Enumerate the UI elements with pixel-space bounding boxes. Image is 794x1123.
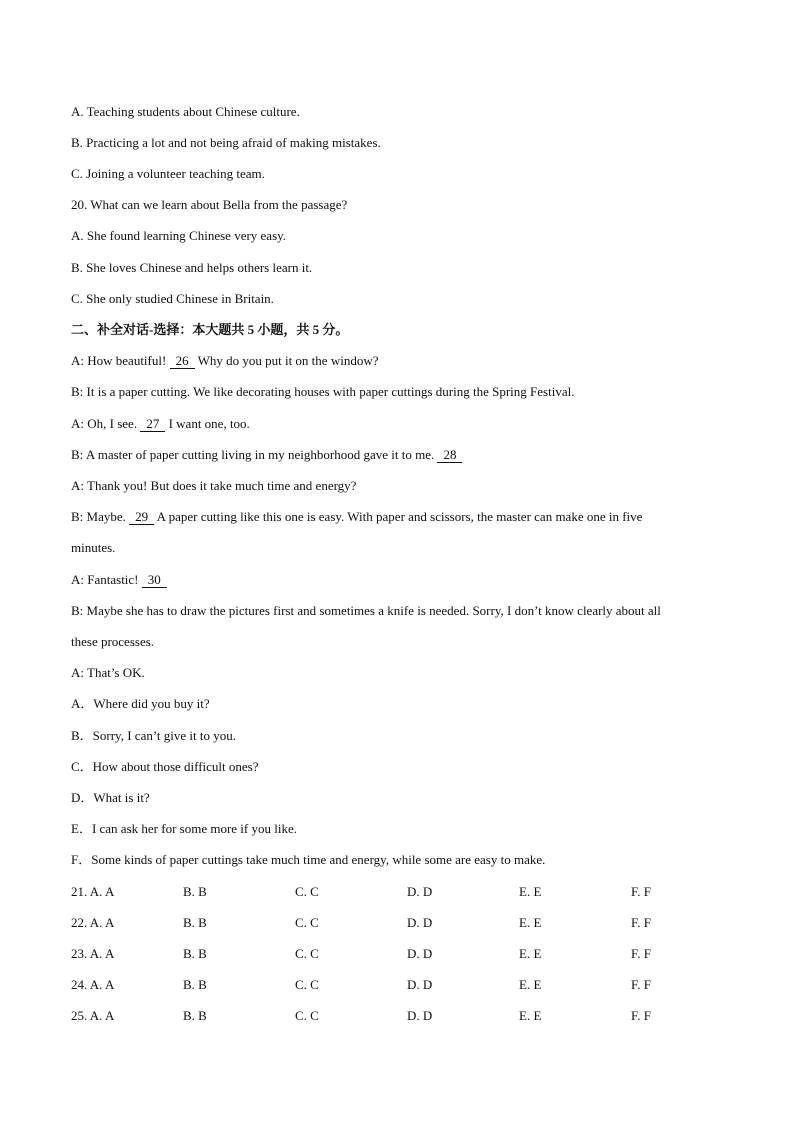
dialogue-text: A paper cutting like this one is easy. With paper and scissors, the master can make one in five <box>154 509 643 524</box>
dialogue-text: I want one, too. <box>165 416 250 431</box>
q20-option-c: C. She only studied Chinese in Britain. <box>71 291 274 306</box>
answer-option[interactable]: B. B <box>183 1008 207 1023</box>
dialogue-line-8-cont: these processes. <box>71 634 155 649</box>
answer-option[interactable]: C. C <box>295 915 319 930</box>
dialogue-line-2: B: It is a paper cutting. We like decorating houses with paper cuttings during the Spring Festival. <box>71 384 575 399</box>
answer-option[interactable]: 24. A. A <box>71 977 115 992</box>
dialogue-line-9: A: That’s OK. <box>71 665 145 680</box>
answer-option[interactable]: F. F <box>631 884 651 899</box>
q19-option-c: C. Joining a volunteer teaching team. <box>71 166 265 181</box>
answer-option[interactable]: C. C <box>295 1008 319 1023</box>
dialogue-line-6 <box>71 509 642 525</box>
q20-stem: 20. What can we learn about Bella from the passage? <box>71 197 348 212</box>
answer-option[interactable]: B. B <box>183 946 207 961</box>
answer-option[interactable]: 25. A. A <box>71 1008 115 1023</box>
choice-a: A．Where did you buy it? <box>71 696 210 711</box>
answer-option[interactable]: D. D <box>407 977 433 992</box>
answer-option[interactable]: C. C <box>295 977 319 992</box>
choice-c: C．How about those difficult ones? <box>71 759 259 774</box>
q19-option-a: A. Teaching students about Chinese culture. <box>71 104 300 119</box>
answer-row-22 <box>71 915 711 931</box>
q19-option-b: B. Practicing a lot and not being afraid of making mistakes. <box>71 135 381 150</box>
answer-row-23 <box>71 946 711 962</box>
dialogue-text: B: Maybe. <box>71 509 130 524</box>
dialogue-text: B: A master of paper cutting living in my neighborhood gave it to me. <box>71 447 438 462</box>
answer-option[interactable]: F. F <box>631 915 651 930</box>
dialogue-line-6-cont: minutes. <box>71 540 116 555</box>
answer-option[interactable]: 23. A. A <box>71 946 115 961</box>
section-2-title: 二、补全对话-选择：本大题共 5 小题，共 5 分。 <box>71 322 349 337</box>
answer-option[interactable]: 21. A. A <box>71 884 115 899</box>
dialogue-line-1 <box>71 353 378 369</box>
dialogue-line-7 <box>71 572 167 588</box>
answer-option[interactable]: B. B <box>183 977 207 992</box>
answer-option[interactable]: D. D <box>407 1008 433 1023</box>
answer-row-21 <box>71 884 711 900</box>
answer-option[interactable]: D. D <box>407 915 433 930</box>
answer-option[interactable]: C. C <box>295 946 319 961</box>
dialogue-line-3 <box>71 416 250 432</box>
answer-option[interactable]: E. E <box>519 1008 542 1023</box>
answer-row-24 <box>71 977 711 993</box>
answer-option[interactable]: F. F <box>631 977 651 992</box>
blank-29: 29 <box>129 510 154 525</box>
answer-option[interactable]: E. E <box>519 946 542 961</box>
answer-option[interactable]: E. E <box>519 977 542 992</box>
answer-option[interactable]: B. B <box>183 884 207 899</box>
dialogue-line-4 <box>71 447 462 463</box>
choice-b: B．Sorry, I can’t give it to you. <box>71 728 237 743</box>
dialogue-line-8: B: Maybe she has to draw the pictures first and sometimes a knife is needed. Sorry, I don’t know clearly about all <box>71 603 661 618</box>
blank-26: 26 <box>170 354 195 369</box>
blank-27: 27 <box>140 417 165 432</box>
dialogue-text: A: Fantastic! <box>71 572 142 587</box>
q20-option-b: B. She loves Chinese and helps others learn it. <box>71 260 313 275</box>
answer-option[interactable]: B. B <box>183 915 207 930</box>
answer-option[interactable]: 22. A. A <box>71 915 115 930</box>
q20-option-a: A. She found learning Chinese very easy. <box>71 228 287 243</box>
choice-e: E．I can ask her for some more if you like. <box>71 821 297 836</box>
dialogue-text: Why do you put it on the window? <box>194 353 379 368</box>
answer-row-25 <box>71 1008 711 1024</box>
choice-d: D．What is it? <box>71 790 150 805</box>
blank-28: 28 <box>437 448 462 463</box>
answer-option[interactable]: E. E <box>519 915 542 930</box>
answer-option[interactable]: E. E <box>519 884 542 899</box>
answer-option[interactable]: F. F <box>631 1008 651 1023</box>
answer-option[interactable]: F. F <box>631 946 651 961</box>
choice-f: F．Some kinds of paper cuttings take much time and energy, while some are easy to make. <box>71 852 546 867</box>
answer-option[interactable]: D. D <box>407 884 433 899</box>
dialogue-text: A: Oh, I see. <box>71 416 141 431</box>
dialogue-line-5: A: Thank you! But does it take much time and energy? <box>71 478 357 493</box>
dialogue-text: A: How beautiful! <box>71 353 170 368</box>
answer-option[interactable]: C. C <box>295 884 319 899</box>
blank-30: 30 <box>142 573 167 588</box>
answer-option[interactable]: D. D <box>407 946 433 961</box>
